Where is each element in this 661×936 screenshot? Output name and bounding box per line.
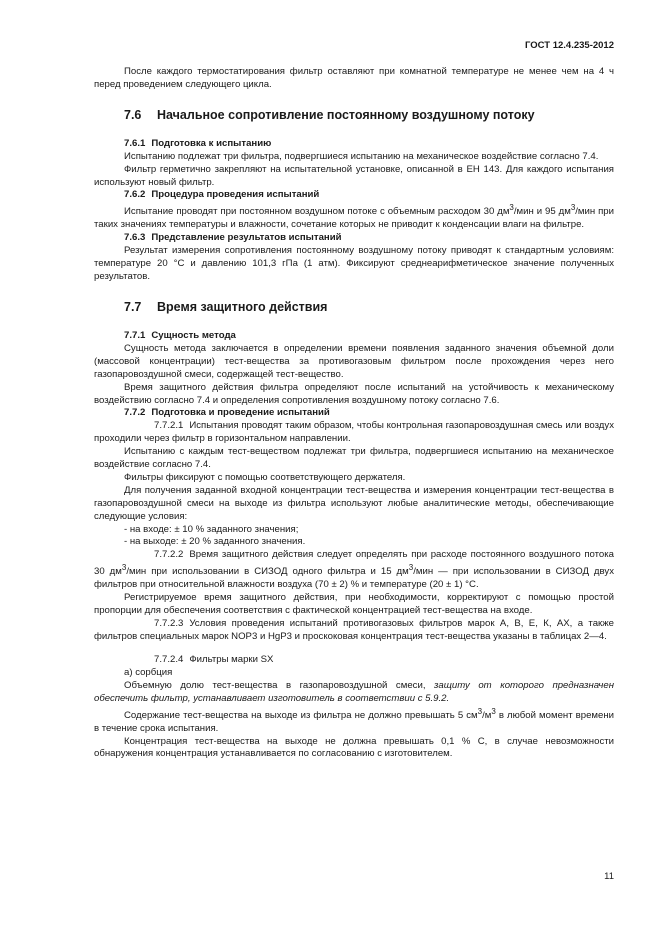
paragraph: Для получения заданной входной концентрации тест-вещества и измерения концентрации тест-вещества в газопаровоздушной смеси на выходе из фильтра используют любые аналитические методы, обеспечивающие следующие условия: (94, 484, 614, 522)
paragraph: Испытание проводят при постоянном воздушном потоке с объемным расходом 30 $дм^3$/мин и 95 $дм^3$/мин при таких значениях температуры и влажности, сочетание которых не приводит к конденсации влаги на фильтре. (94, 203, 615, 231)
subsection-heading-7-6-3: 7.6.3 Представление результатов испытаний (124, 232, 342, 244)
paragraph: Регистрируемое время защитного действия, при необходимости, корректируют с помощью простой пропорции для обеспечения соответствия с фактической концентрацией тест-вещества на входе. (94, 592, 614, 617)
paragraph: 7.7.2.4 Фильтры марки SX (154, 653, 274, 665)
paragraph: 7.7.2.2 Время защитного действия следует определять при расходе постоянного воздушного потока 30 $дм^3$/мин при использовании в СИЗОД одного фильтра и 15 $дм^3$/мин — при использовании в СИЗОД двух фильтров при относительной влажности воздуха (70 ± 2) % и температуре (20 ± 1) °С. (94, 549, 615, 591)
paragraph: 7.7.2.3 Условия проведения испытаний противогазовых фильтров марок А, В, Е, К, АХ, а также фильтров специальных марок NOP3 и HgP3 и проскоковая концентрация тест-вещества указаны в таблицах 2—4. (94, 618, 614, 642)
paragraph: Испытанию с каждым тест-веществом подлежат три фильтра, подвергшиеся испытанию на механическое воздействие согласно 7.4. (94, 446, 614, 471)
list-item: а) сорбция (124, 666, 173, 678)
section-heading-7-7: 7.7 Время защитного действия (124, 299, 328, 314)
paragraph: Сущность метода заключается в определении времени появления заданного значения объемной доли (массовой концентрации) тест-вещества за противогазовым фильтром после прохождения через него газопаровоздушной смеси, содержащей тест-вещество. (94, 342, 614, 380)
list-item: - на входе: ± 10 % заданного значения; (124, 523, 299, 535)
paragraph: Концентрация тест-вещества на выходе не должна превышать 0,1 % С, в случае невозможности обнаружения концентрация устанавливается по согласованию с изготовителем. (94, 735, 614, 760)
paragraph: Результат измерения сопротивления постоянному воздушному потоку приводят к стандартным условиям: температуре 20 °С и давлению 101,3 гПа (1 атм). Фиксируют среднеарифметическое значение полученных результатов. (94, 245, 614, 283)
subsection-heading-7-6-1: 7.6.1 Подготовка к испытанию (124, 137, 272, 149)
list-item: - на выходе: ± 20 % заданного значения. (124, 536, 306, 548)
page-number: 11 (604, 871, 614, 882)
paragraph: Содержание тест-вещества на выходе из фильтра не должно превышать 5 $см^3/м^3$ в любой момент времени в течение срока испытания. (94, 706, 615, 734)
paragraph: Объемную долю тест-вещества в газопаровоздушной смеси, защиту от которого предназначен обеспечить фильтр, устанавливает изготовитель в соответствии с 5.9.2. (94, 679, 615, 704)
paragraph: После каждого термостатирования фильтр оставляют при комнатной температуре не менее чем на 4 ч перед проведением следующего цикла. (94, 66, 614, 90)
document-body (94, 66, 614, 761)
paragraph: Фильтры фиксируют с помощью соответствующего держателя. (124, 471, 406, 483)
paragraph: Время защитного действия фильтра определяют после испытаний на устойчивость к механическому воздействию согласно 7.4 и определения сопротивления воздушному потоку согласно 7.6. (94, 381, 614, 406)
document-id: ГОСТ 12.4.235-2012 (525, 40, 614, 51)
subsection-heading-7-7-1: 7.7.1 Сущность метода (124, 329, 236, 341)
paragraph: Фильтр герметично закрепляют на испытательной установке, описанной в ЕН 143. Для каждого испытания используют новый фильтр. (94, 163, 614, 188)
section-heading-7-6: 7.6 Начальное сопротивление постоянному воздушному потоку (124, 107, 535, 122)
paragraph: Испытанию подлежат три фильтра, подвергшиеся испытанию на механическое воздействие согласно 7.4. (124, 150, 599, 162)
paragraph: 7.7.2.1 Испытания проводят таким образом, чтобы контрольная газопаровоздушная смесь или воздух проходили через фильтр в горизонтальном направлении. (94, 420, 614, 445)
subsection-heading-7-7-2: 7.7.2 Подготовка и проведение испытаний (124, 407, 330, 419)
subsection-heading-7-6-2: 7.6.2 Процедура проведения испытаний (124, 189, 320, 201)
